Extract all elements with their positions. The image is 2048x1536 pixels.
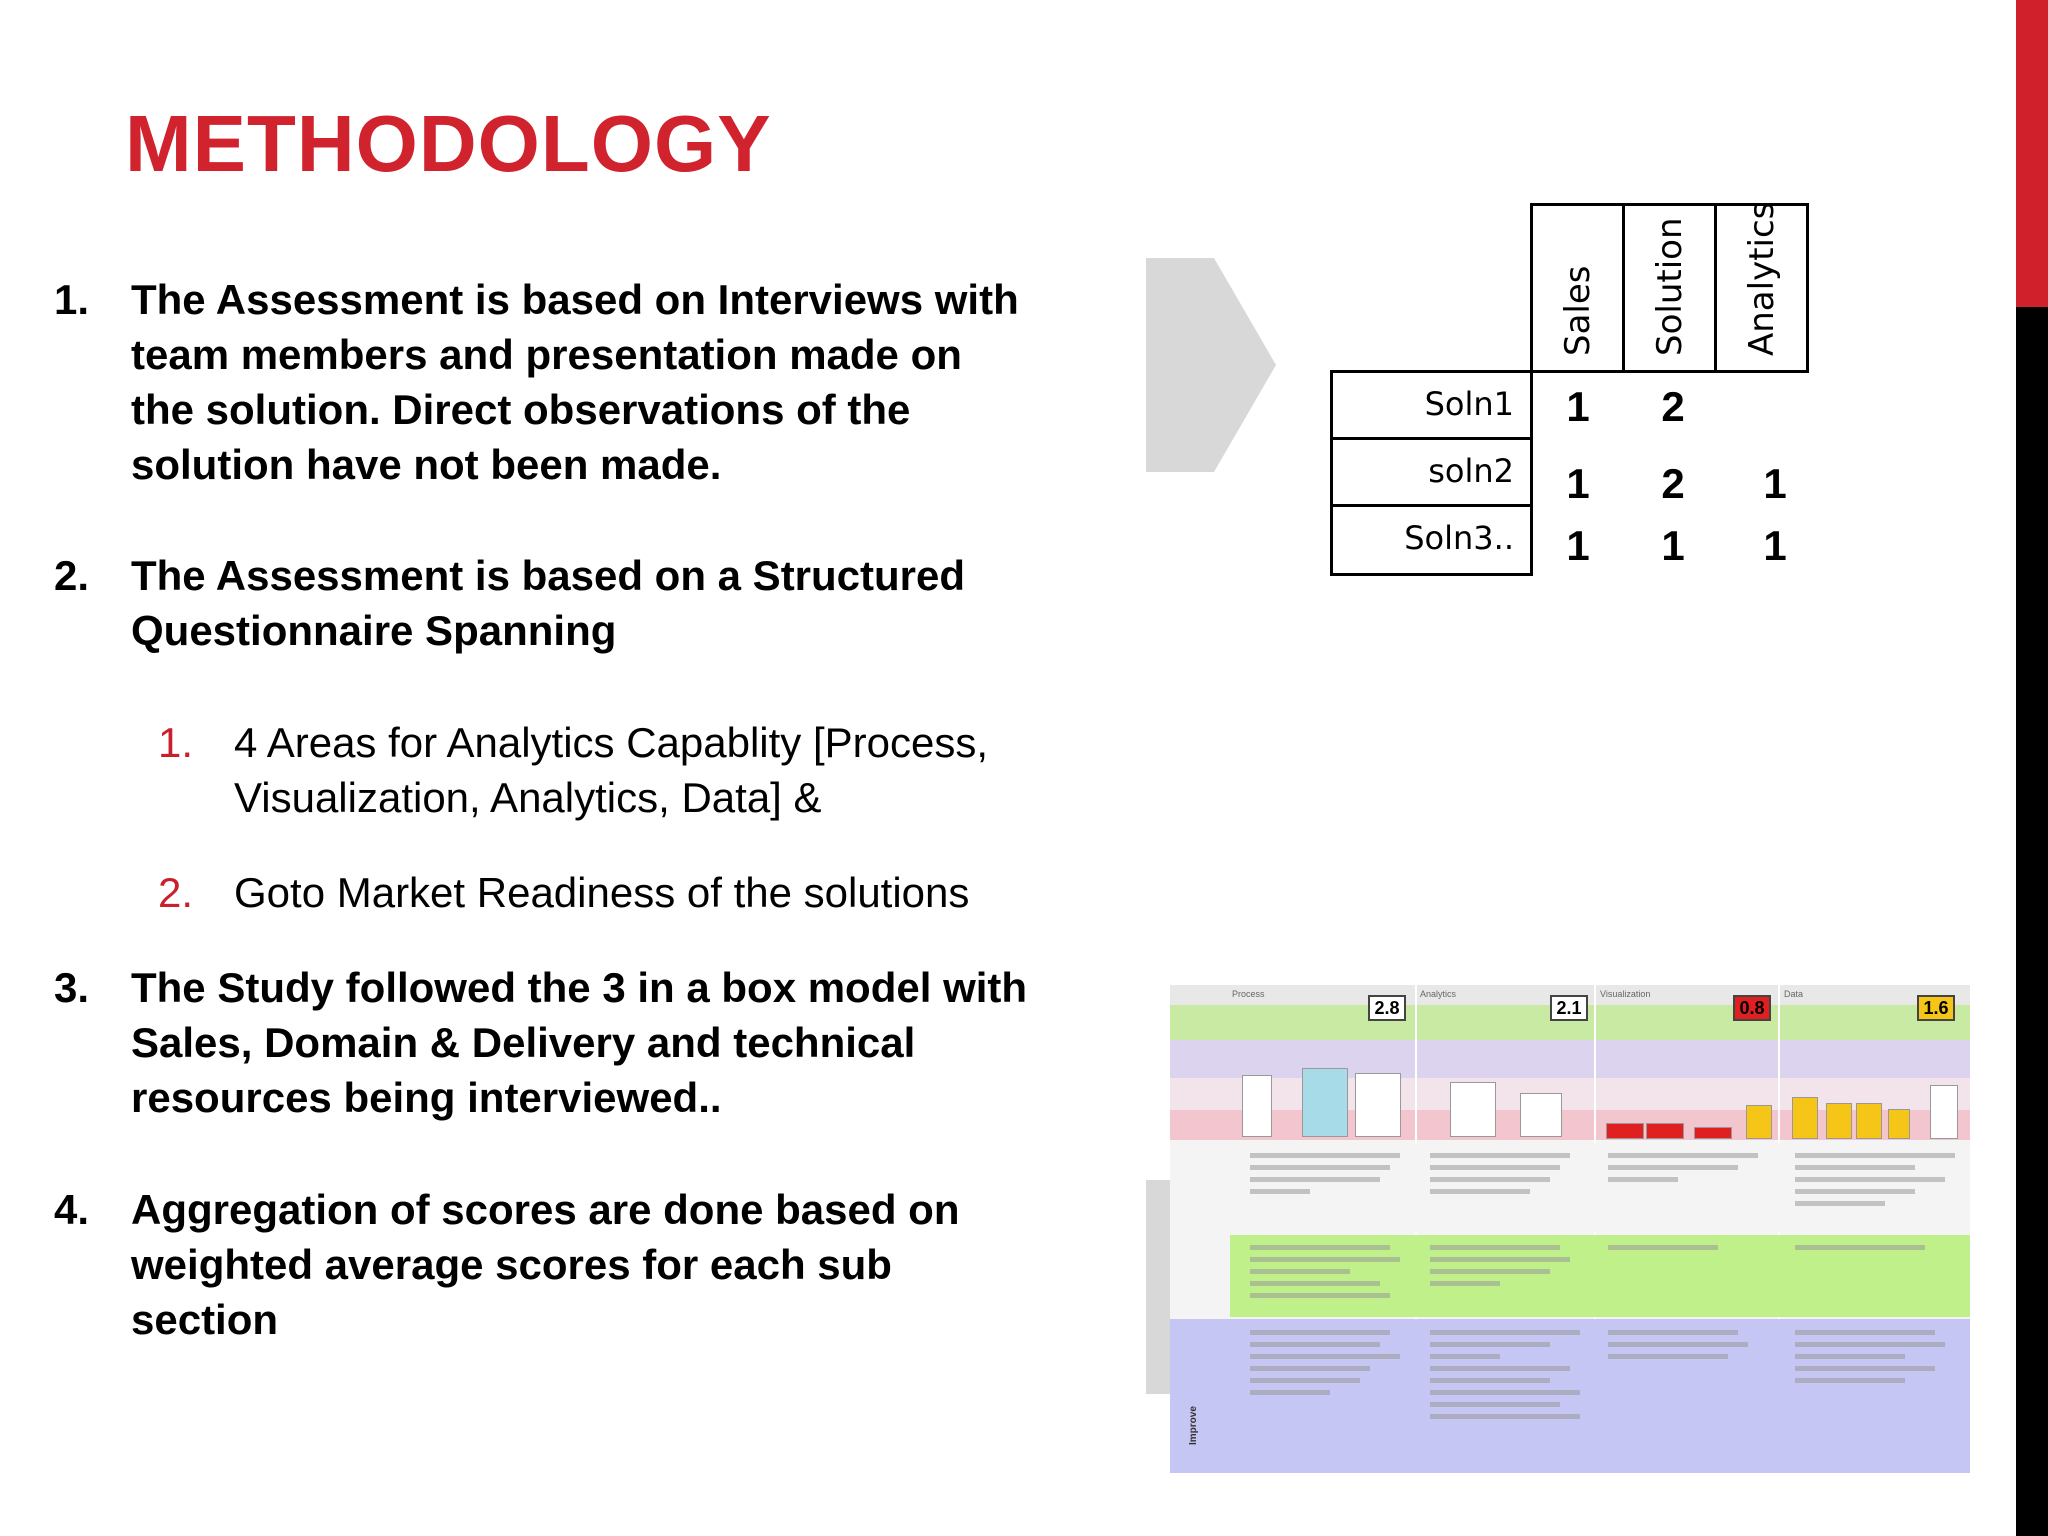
list-line: resources being interviewed.. (131, 1074, 722, 1121)
thumbnail-bar (1792, 1097, 1818, 1139)
thumbnail-bar (1856, 1103, 1882, 1139)
chevron-arrow-icon (1146, 258, 1276, 472)
thumbnail-bar (1355, 1073, 1401, 1137)
thumbnail-section-score: 2.8 (1368, 995, 1406, 1021)
list-line: team members and presentation made on (131, 331, 962, 378)
matrix-score: 2 (1661, 460, 1685, 507)
matrix-score: 1 (1763, 460, 1787, 507)
matrix-column-label: Sales (1557, 265, 1598, 356)
matrix-column-label: Solution (1649, 217, 1690, 356)
thumbnail-section-name: Data (1784, 989, 1804, 999)
thumbnail-bar (1930, 1085, 1958, 1139)
thumbnail-bar (1520, 1093, 1562, 1137)
list-line: section (131, 1296, 279, 1343)
matrix-score: 1 (1566, 383, 1590, 430)
matrix-score: 1 (1763, 522, 1787, 569)
thumbnail-bar (1888, 1109, 1910, 1139)
thumbnail-section-name: Visualization (1600, 989, 1651, 999)
list-number: 3. (54, 964, 90, 1011)
matrix-column-header (1714, 203, 1809, 373)
assessment-summary-thumbnail (1170, 985, 1970, 1473)
thumbnail-bar (1646, 1123, 1684, 1139)
matrix-column-header (1530, 203, 1625, 373)
thumbnail-bar (1606, 1123, 1644, 1139)
side-accent-red (2016, 0, 2048, 307)
thumbnail-text-blur (1230, 1145, 1970, 1471)
list-line: Questionnaire Spanning (131, 607, 617, 654)
thumbnail-bar (1450, 1082, 1496, 1137)
matrix-score: 1 (1566, 522, 1590, 569)
sub-list-line: Visualization, Analytics, Data] & (234, 774, 822, 821)
side-accent-black (2016, 307, 2048, 1536)
sub-list-number: 1. (158, 719, 194, 766)
matrix-row-label: Soln1 (1330, 370, 1533, 440)
list-number: 2. (54, 552, 90, 599)
list-line: solution have not been made. (131, 441, 722, 488)
sub-list-line: Goto Market Readiness of the solutions (234, 869, 970, 916)
list-line: The Study followed the 3 in a box model with (131, 964, 1028, 1011)
thumbnail-bar (1694, 1127, 1732, 1139)
list-line: The Assessment is based on Interviews with (131, 276, 1019, 323)
matrix-row-label: soln2 (1330, 437, 1533, 507)
matrix-score: 2 (1661, 383, 1685, 430)
sub-list-line: 4 Areas for Analytics Capablity [Process, (234, 719, 989, 766)
matrix-column-header (1622, 203, 1717, 373)
list-line: Aggregation of scores are done based on (131, 1186, 960, 1233)
thumbnail-section-score: 1.6 (1917, 995, 1955, 1021)
matrix-score: 1 (1566, 460, 1590, 507)
matrix-score: 1 (1661, 522, 1685, 569)
page-title: METHODOLOGY (125, 99, 772, 188)
thumbnail-bar (1242, 1075, 1272, 1137)
list-line: the solution. Direct observations of the (131, 386, 911, 433)
list-line: The Assessment is based on a Structured (131, 552, 966, 599)
list-number: 4. (54, 1186, 90, 1233)
thumbnail-section-score: 0.8 (1733, 995, 1771, 1021)
thumbnail-section-name: Process (1232, 989, 1265, 999)
thumbnail-section-score: 2.1 (1550, 995, 1588, 1021)
sub-list-number: 2. (158, 869, 194, 916)
thumbnail-bar (1746, 1105, 1772, 1139)
thumbnail-row-label: Improve (1188, 1406, 1199, 1445)
matrix-row-label: Soln3.. (1330, 504, 1533, 576)
thumbnail-bar (1302, 1068, 1348, 1137)
list-line: weighted average scores for each sub (131, 1241, 892, 1288)
list-line: Sales, Domain & Delivery and technical (131, 1019, 916, 1066)
thumbnail-bar (1826, 1103, 1852, 1139)
matrix-column-label: Analytics (1741, 201, 1782, 356)
thumbnail-section-name: Analytics (1420, 989, 1457, 999)
list-number: 1. (54, 276, 90, 323)
